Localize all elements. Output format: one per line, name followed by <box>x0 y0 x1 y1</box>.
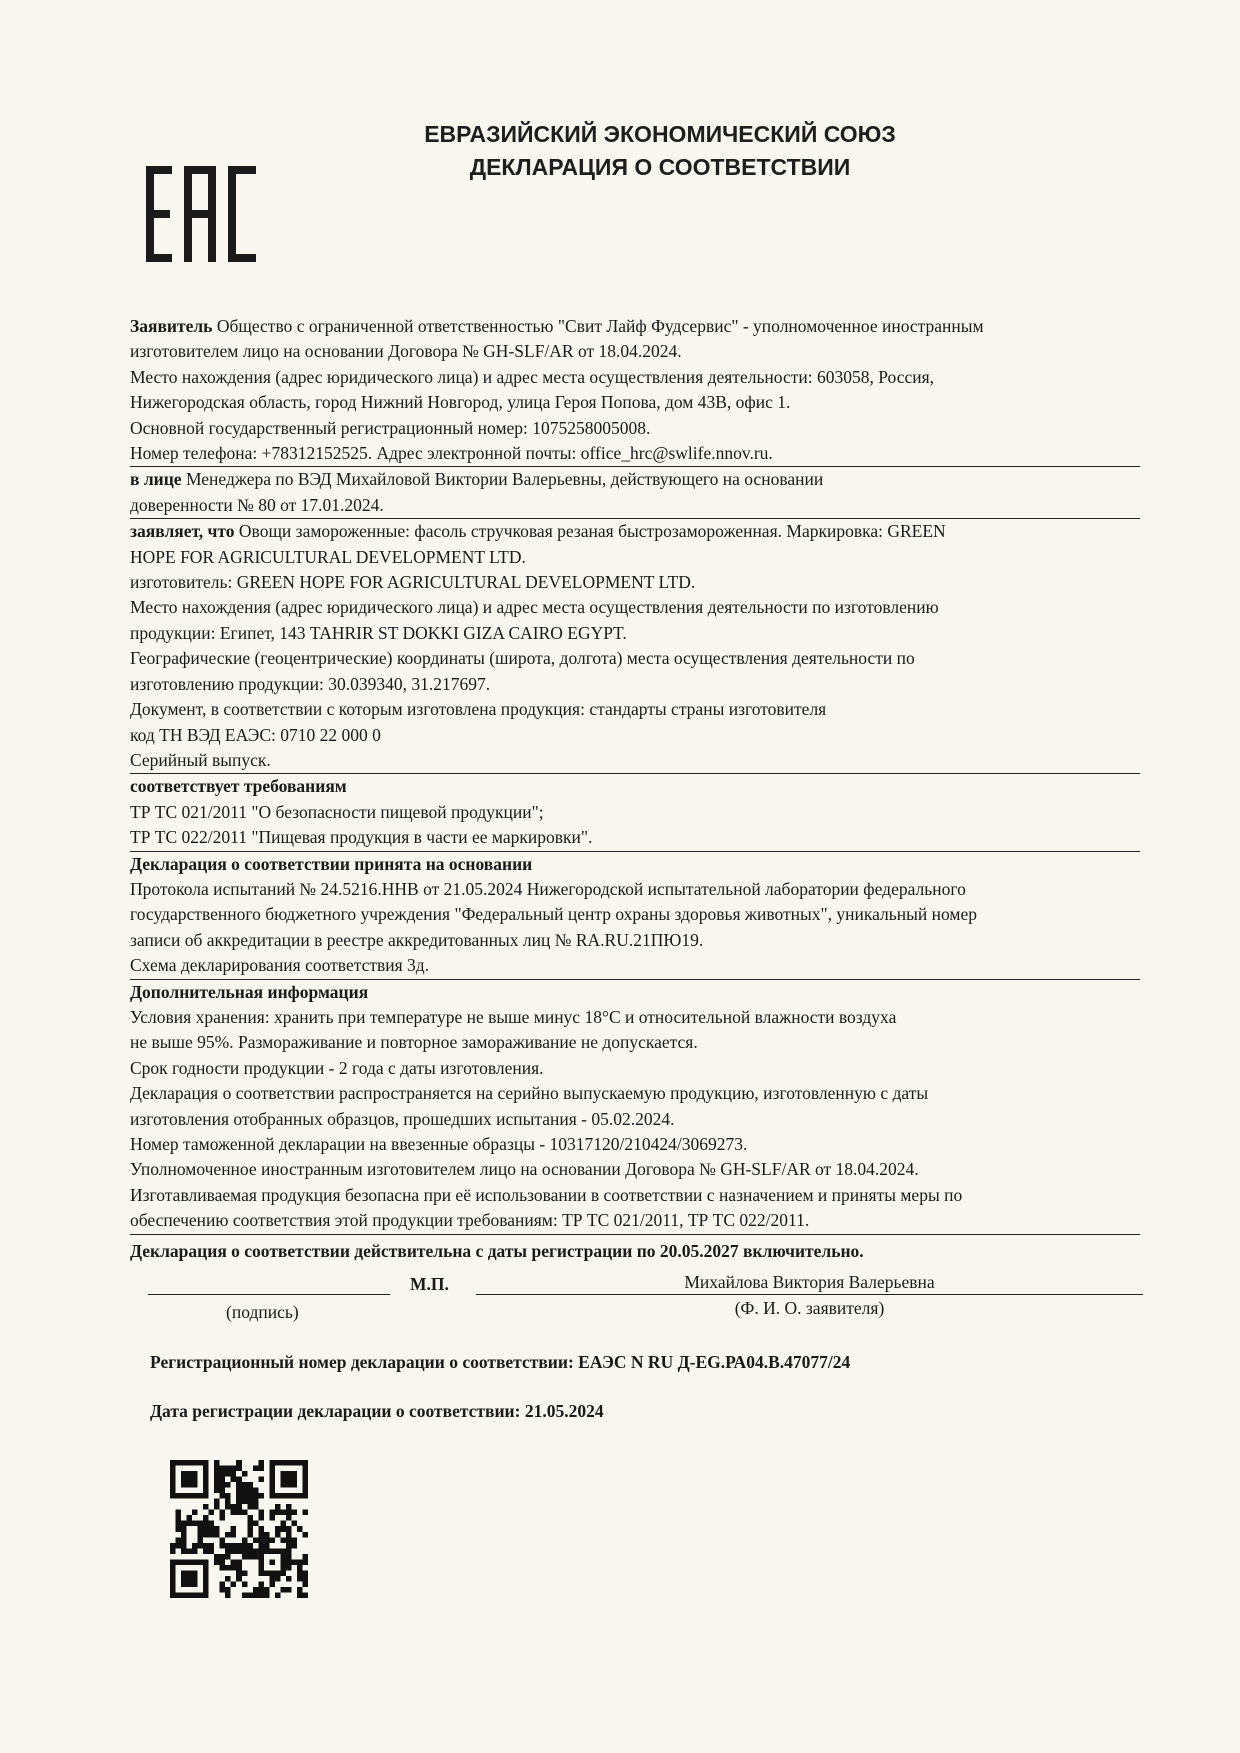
basis-line: Протокола испытаний № 24.5216.ННВ от 21.05.2024 Нижегородской испытательной лаборатории федерального <box>130 878 966 899</box>
additional-line: Декларация о соответствии распространяется на серийно выпускаемую продукцию, изготовленную с даты <box>130 1083 929 1104</box>
basis-section <box>130 852 1140 980</box>
applicant-section <box>130 314 1140 467</box>
declares-line: Документ, в соответствии с которым изготовлена продукция: стандарты страны изготовителя <box>130 699 827 720</box>
qr-code-icon <box>170 1460 308 1598</box>
declares-line: изготовлению продукции: 30.039340, 31.217697. <box>130 673 491 694</box>
registration-number: Регистрационный номер декларации о соответствии: ЕАЭС N RU Д-EG.РА04.В.47077/24 <box>150 1352 851 1372</box>
name-line <box>476 1294 1143 1295</box>
declaration-body <box>130 314 1140 1264</box>
represented-by-section <box>130 467 1140 519</box>
applicant-line: Общество с ограниченной ответственностью "Свит Лайф Фудсервис" - уполномоченное иностранным <box>212 316 984 336</box>
validity-statement: Декларация о соответствии действительна с даты регистрации по 20.05.2027 включительно. <box>130 1240 864 1261</box>
conforms-line: ТР ТС 021/2011 "О безопасности пищевой продукции"; <box>130 801 544 822</box>
declares-line: код ТН ВЭД ЕАЭС: 0710 22 000 0 <box>130 724 381 745</box>
additional-line: Уполномоченное иностранным изготовителем лицо на основании Договора № GH-SLF/AR от 18.04.2024. <box>130 1159 919 1180</box>
applicant-lead: Заявитель <box>130 316 213 336</box>
signature-caption: (подпись) <box>226 1302 299 1322</box>
declares-line: Серийный выпуск. <box>130 749 271 770</box>
union-title: ЕВРАЗИЙСКИЙ ЭКОНОМИЧЕСКИЙ СОЮЗ <box>424 121 896 147</box>
declares-lead: заявляет, что <box>130 521 235 542</box>
declares-line: HOPE FOR AGRICULTURAL DEVELOPMENT LTD. <box>130 546 526 567</box>
basis-heading: Декларация о соответствии принята на основании <box>130 853 533 874</box>
stamp-label: М.П. <box>410 1274 449 1294</box>
additional-line: не выше 95%. Размораживание и повторное замораживание не допускается. <box>130 1032 698 1053</box>
represented-by-line: доверенности № 80 от 17.01.2024. <box>130 494 384 515</box>
applicant-name: Михайлова Виктория Валерьевна <box>684 1272 935 1292</box>
additional-line: обеспечению соответствия этой продукции требованиям: ТР ТС 021/2011, ТР ТС 022/2011. <box>130 1210 810 1231</box>
applicant-line: Место нахождения (адрес юридического лица) и адрес места осуществления деятельности: 603058, Россия, <box>130 366 935 387</box>
declares-line: Овощи замороженные: фасоль стручковая резаная быстрозамороженная. Маркировка: GREEN <box>234 521 946 542</box>
declares-line: изготовитель: GREEN HOPE FOR AGRICULTURAL DEVELOPMENT LTD. <box>130 572 696 593</box>
represented-by-line: Менеджера по ВЭД Михайловой Виктории Валерьевны, действующего на основании <box>181 469 824 490</box>
basis-line: Схема декларирования соответствия 3д. <box>130 955 430 976</box>
additional-line: Номер таможенной декларации на ввезенные образцы - 10317120/210424/3069273. <box>130 1134 748 1154</box>
declares-line: продукции: Египет, 143 TAHRIR ST DOKKI GIZA CAIRO EGYPT. <box>130 622 627 643</box>
additional-section <box>130 980 1140 1235</box>
signature-block <box>148 1268 1143 1328</box>
document-title: ДЕКЛАРАЦИЯ О СООТВЕТСТВИИ <box>469 154 851 180</box>
basis-line: записи об аккредитации в реестре аккредитованных лиц № RA.RU.21ПЮ19. <box>130 929 704 950</box>
declares-line: Географические (геоцентрические) координаты (широта, долгота) места осуществления деятельности по <box>130 648 915 669</box>
applicant-line: Основной государственный регистрационный номер: 1075258005008. <box>130 417 651 438</box>
conforms-line: ТР ТС 022/2011 "Пищевая продукция в части ее маркировки". <box>130 827 593 848</box>
additional-heading: Дополнительная информация <box>130 981 369 1002</box>
additional-line: изготовления отобранных образцов, прошедших испытания - 05.02.2024. <box>130 1108 675 1129</box>
document-header <box>380 118 940 184</box>
signature-line <box>148 1294 390 1295</box>
applicant-line: Нижегородская область, город Нижний Новгород, улица Героя Попова, дом 43В, офис 1. <box>130 392 791 413</box>
conforms-heading: соответствует требованиям <box>130 776 347 797</box>
additional-line: Срок годности продукции - 2 года с даты изготовления. <box>130 1057 544 1078</box>
registration-date: Дата регистрации декларации о соответствии: 21.05.2024 <box>150 1401 604 1421</box>
additional-line: Изготавливаемая продукция безопасна при её использовании в соответствии с назначением и приняты меры по <box>130 1184 963 1205</box>
additional-line: Условия хранения: хранить при температуре не выше минус 18°C и относительной влажности воздуха <box>130 1006 897 1027</box>
declares-section <box>130 519 1140 774</box>
conforms-section <box>130 774 1140 851</box>
basis-line: государственного бюджетного учреждения "Федеральный центр охраны здоровья животных", уникальный номер <box>130 904 977 925</box>
applicant-line: изготовителем лицо на основании Договора № GH-SLF/AR от 18.04.2024. <box>130 341 682 362</box>
eac-mark-icon <box>146 166 256 262</box>
represented-by-lead: в лице <box>130 469 182 490</box>
applicant-line: Номер телефона: +78312152525. Адрес электронной почты: office_hrc@swlife.nnov.ru. <box>130 443 773 464</box>
declares-line: Место нахождения (адрес юридического лица) и адрес места осуществления деятельности по изготовлению <box>130 597 939 618</box>
name-caption: (Ф. И. О. заявителя) <box>734 1298 885 1318</box>
